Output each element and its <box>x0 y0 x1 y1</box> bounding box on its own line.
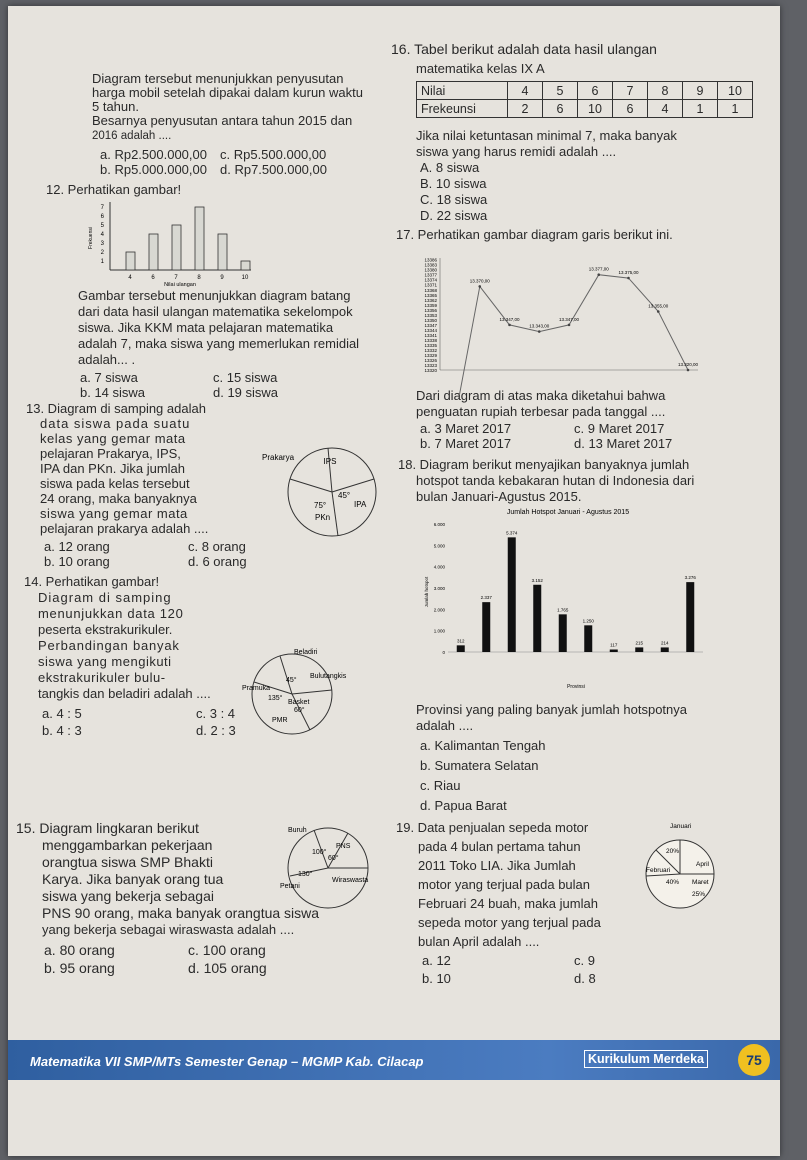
q19-label-april: April <box>696 861 710 868</box>
data-label: 13.347,00 <box>558 316 580 322</box>
q13-line-4: pelajaran Prakarya, IPS, <box>40 446 181 461</box>
q14-line-8: tangkis dan beladiri adalah .... <box>38 686 211 701</box>
data-point <box>568 324 571 327</box>
data-label: 1.250 <box>582 618 594 624</box>
q19-label-maret: Maret <box>692 879 709 886</box>
y-tick-label: 13374 <box>424 277 437 283</box>
q19-line-2: pada 4 bulan pertama tahun <box>418 839 581 854</box>
y-tick-label: 6 <box>100 214 104 220</box>
table-cell: 6 <box>578 82 613 100</box>
bar <box>195 207 204 270</box>
x-tick-label: 10 <box>241 275 249 281</box>
y-axis-label: Frekuensi <box>88 227 94 249</box>
data-label: 1.765 <box>557 607 569 613</box>
y-tick-label: 13338 <box>424 337 437 343</box>
y-tick-label: 13368 <box>424 287 437 293</box>
q11-option-a: a. Rp2.500.000,00 <box>100 147 207 162</box>
data-label: 3.276 <box>684 575 696 581</box>
data-point <box>478 285 481 288</box>
q19-pie-chart <box>644 818 716 922</box>
y-tick-label: 4 <box>100 232 104 238</box>
q15-option-d: d. 105 orang <box>188 960 267 976</box>
q13-label-pkn: PKn <box>315 513 331 522</box>
y-tick-label: 13326 <box>424 357 437 363</box>
q14-option-a: a. 4 : 5 <box>42 706 82 721</box>
y-tick-label: 13347 <box>424 322 437 328</box>
q19-line-6: sepeda motor yang terjual pada <box>418 915 601 930</box>
q14-label-basket: Basket <box>288 699 310 706</box>
q15-option-b: b. 95 orang <box>44 960 115 976</box>
series-line <box>450 275 688 394</box>
q17-option-b: b. 7 Maret 2017 <box>420 436 512 451</box>
q12-line-5: adalah... . <box>78 352 136 367</box>
q16-line-4: siswa yang harus remidi adalah .... <box>416 144 617 159</box>
q12-option-b: b. 14 siswa <box>80 385 146 400</box>
x-axis-label: Provinsi <box>567 684 585 690</box>
table-cell: 10 <box>578 100 613 118</box>
y-tick-label: 1.000 <box>433 628 445 634</box>
q14-angle-45: 45° <box>286 677 297 684</box>
q11-option-c: c. Rp5.500.000,00 <box>220 147 327 162</box>
y-tick-label: 3.000 <box>433 586 445 591</box>
q18-line-1: 18. Diagram berikut menyajikan banyaknya jumlah <box>398 457 690 472</box>
footer-title: Matematika VII SMP/MTs Semester Genap – MGMP Kab. Cilacap <box>30 1054 424 1069</box>
y-tick-label: 13380 <box>424 267 437 273</box>
q18-option-c: c. Riau <box>420 778 461 793</box>
data-label: 13.355,00 <box>648 303 669 309</box>
y-tick-label: 13383 <box>424 262 437 268</box>
data-label: 312 <box>456 638 465 644</box>
y-tick-label: 13344 <box>424 327 437 333</box>
q17-option-d: d. 13 Maret 2017 <box>574 436 673 451</box>
q16-line-1: 16. Tabel berikut adalah data hasil ulangan <box>391 41 657 57</box>
q12-title: 12. Perhatikan gambar! <box>46 182 182 197</box>
q18-option-b: b. Sumatera Selatan <box>420 758 539 773</box>
y-tick-label: 2 <box>100 250 104 256</box>
data-label: 13.377,00 <box>588 266 609 272</box>
q15-line-7: yang bekerja sebagai wiraswasta adalah .... <box>42 922 295 937</box>
q14-line-2: Diagram di samping <box>38 590 172 605</box>
q16-option-c: C. 18 siswa <box>420 192 488 207</box>
bar <box>508 537 516 652</box>
y-tick-label: 13329 <box>424 352 437 358</box>
q11-line-5: 2016 adalah .... <box>92 130 172 142</box>
q14-angle-135: 135° <box>268 695 283 702</box>
y-tick-label: 4.000 <box>433 564 445 570</box>
y-tick-label: 7 <box>100 205 104 211</box>
q15-angle-60: 60° <box>328 855 339 862</box>
q12-option-d: d. 19 siswa <box>213 385 279 400</box>
q15-label-petani: Petani <box>280 883 300 890</box>
q14-label-beladiri: Beladiri <box>294 649 318 656</box>
q12-option-c: c. 15 siswa <box>213 370 278 385</box>
bar <box>218 234 227 270</box>
q13-sector-line <box>290 479 332 492</box>
table-row <box>417 100 753 118</box>
textbook-page <box>8 6 780 1156</box>
q13-label-ipa: IPA <box>354 500 367 509</box>
q13-line-1: 13. Diagram di samping adalah <box>26 401 206 416</box>
q18-bar-chart <box>418 502 708 694</box>
q14-line-5: Perbandingan banyak <box>38 638 180 653</box>
y-tick-label: 13377 <box>424 272 437 278</box>
data-point <box>627 277 630 280</box>
q12-line-3: siswa. Jika KKM mata pelajaran matematika <box>78 320 334 335</box>
q12-option-a: a. 7 siswa <box>80 370 138 385</box>
q13-pie-chart <box>258 432 388 542</box>
q15-option-a: a. 80 orang <box>44 942 115 958</box>
q14-line-6: siswa yang mengikuti <box>38 654 172 669</box>
q13-line-2: data siswa pada suatu <box>40 416 191 431</box>
q14-label-pmr: PMR <box>272 717 288 724</box>
q11-line-1: Diagram tersebut menunjukkan penyusutan <box>92 71 344 86</box>
data-label: 13.347,00 <box>499 316 520 322</box>
q13-line-7: 24 orang, maka banyaknya <box>40 491 197 506</box>
x-tick-label: 9 <box>220 275 224 281</box>
table-cell: 9 <box>683 82 718 100</box>
bar <box>241 261 250 270</box>
q19-label-januari-percent: 20% <box>666 848 680 855</box>
q17-line-1: Dari diagram di atas maka diketahui bahwa <box>416 388 666 403</box>
table-row <box>417 82 753 100</box>
y-tick-label: 3 <box>100 241 104 247</box>
y-tick-label: 13365 <box>424 292 437 298</box>
q16-frequency-table <box>416 81 753 118</box>
bar <box>126 252 135 270</box>
q14-label-pramuka: Pramuka <box>242 685 271 692</box>
table-cell: 1 <box>683 100 718 118</box>
q12-line-1: Gambar tersebut menunjukkan diagram batang <box>78 288 351 303</box>
q15-pie-chart <box>270 820 388 912</box>
q16-line-2: matematika kelas IX A <box>416 61 545 76</box>
q14-sector-line <box>280 656 292 694</box>
y-tick-label: 13356 <box>424 307 437 313</box>
data-label: 13.375,00 <box>618 270 639 276</box>
q14-option-c: c. 3 : 4 <box>196 706 236 721</box>
y-tick-label: 13362 <box>424 297 437 303</box>
data-label: 13.370,00 <box>469 278 490 284</box>
x-tick-label: 4 <box>128 275 132 281</box>
q13-line-5: IPA dan PKn. Jika jumlah <box>40 461 186 476</box>
bar <box>533 585 541 652</box>
q15-label-pns: PNS <box>336 843 351 850</box>
q13-option-c: c. 8 orang <box>188 539 246 554</box>
q17-title: 17. Perhatikan gambar diagram garis berikut ini. <box>396 227 673 242</box>
q17-option-a: a. 3 Maret 2017 <box>420 421 512 436</box>
q15-line-1: 15. Diagram lingkaran berikut <box>16 820 199 836</box>
y-tick-label: 13359 <box>424 302 437 308</box>
y-tick-label: 13353 <box>424 312 437 318</box>
y-tick-label: 13350 <box>424 317 437 323</box>
y-tick-label: 1 <box>100 259 104 265</box>
q19-label-maret-percent: 40% <box>666 879 680 886</box>
y-tick-label: 5.000 <box>433 543 445 549</box>
q13-line-9: pelajaran prakarya adalah .... <box>40 521 209 536</box>
y-tick-label: 0 <box>442 650 445 655</box>
data-point <box>687 369 690 372</box>
table-cell: 4 <box>508 82 543 100</box>
data-label: 5.374 <box>506 530 518 536</box>
q13-option-b: b. 10 orang <box>44 554 110 569</box>
y-tick-label: 6.000 <box>433 522 445 527</box>
y-tick-label: 13386 <box>424 257 437 263</box>
q15-option-c: c. 100 orang <box>188 942 266 958</box>
curriculum-badge: Kurikulum Merdeka <box>584 1050 708 1068</box>
x-tick-label: 6 <box>151 275 155 281</box>
bar <box>457 645 465 652</box>
data-point <box>657 310 660 313</box>
q11-line-2: harga mobil setelah dipakai dalam kurun waktu <box>92 85 363 100</box>
q18-line-3: bulan Januari-Agustus 2015. <box>416 489 582 504</box>
table-cell: 2 <box>508 100 543 118</box>
table-cell: 8 <box>648 82 683 100</box>
q15-line-6: PNS 90 orang, maka banyak orangtua siswa <box>42 905 320 921</box>
table-cell: 7 <box>613 82 648 100</box>
q13-option-d: d. 6 orang <box>188 554 247 569</box>
q13-angle-75: 75° <box>314 501 327 510</box>
q19-line-3: 2011 Toko LIA. Jika Jumlah <box>418 858 576 873</box>
bar <box>686 582 694 652</box>
data-label: 117 <box>610 642 618 648</box>
q12-bar-chart <box>86 198 256 288</box>
q13-line-8: siswa yang gemar mata <box>40 506 188 521</box>
bar <box>172 225 181 270</box>
y-tick-label: 13320 <box>424 368 437 373</box>
q14-sector-line <box>292 690 332 694</box>
y-tick-label: 13335 <box>424 342 437 348</box>
q17-line-2: penguatan rupiah terbesar pada tanggal .... <box>416 404 666 419</box>
y-tick-label: 13332 <box>424 347 437 353</box>
y-tick-label: 13323 <box>424 362 437 368</box>
q18-option-d: d. Papua Barat <box>420 798 507 813</box>
page-number: 75 <box>738 1044 770 1076</box>
bar <box>482 602 490 652</box>
q12-line-2: dari data hasil ulangan matematika sekelompok <box>78 304 353 319</box>
q13-line-3: kelas yang gemar mata <box>40 431 186 446</box>
x-tick-label: 8 <box>197 275 201 281</box>
table-cell: 1 <box>718 100 753 118</box>
table-cell: 5 <box>543 82 578 100</box>
q16-option-d: D. 22 siswa <box>420 208 488 223</box>
q17-line-chart <box>416 242 706 394</box>
q15-label-buruh: Buruh <box>288 827 307 834</box>
q18-line-4: Provinsi yang paling banyak jumlah hotspotnya <box>416 702 688 717</box>
data-label: 3.152 <box>531 577 543 583</box>
bar <box>610 650 618 652</box>
q15-line-2: menggambarkan pekerjaan <box>42 837 213 853</box>
q15-line-5: siswa yang bekerja sebagai <box>42 888 214 904</box>
q15-angle-130: 130° <box>298 871 313 878</box>
bar <box>559 614 567 652</box>
q19-line-5: Februari 24 buah, maka jumlah <box>418 896 598 911</box>
q14-angle-60: 60° <box>294 707 305 714</box>
q19-label-februari: Februari <box>646 867 671 874</box>
x-axis-label: Nilai ulangan <box>164 282 196 288</box>
table-cell: 4 <box>648 100 683 118</box>
q14-option-d: d. 2 : 3 <box>196 723 236 738</box>
bar <box>661 647 669 652</box>
y-axis-label: Jumlah hotspot <box>424 576 429 608</box>
q14-line-3: menunjukkan data 120 <box>38 606 184 621</box>
chart-title: Jumlah Hotspot Januari - Agustus 2015 <box>506 509 630 516</box>
bar <box>149 234 158 270</box>
q19-line-7: bulan April adalah .... <box>418 934 540 949</box>
q11-option-b: b. Rp5.000.000,00 <box>100 162 207 177</box>
data-label: 13.320,00 <box>677 362 699 367</box>
table-cell: 6 <box>543 100 578 118</box>
y-tick-label: 2.000 <box>433 607 445 613</box>
q16-option-a: A. 8 siswa <box>420 160 480 175</box>
bar <box>635 647 643 652</box>
q14-label-bulutangkis: Bulutangkis <box>310 673 347 680</box>
q19-line-4: motor yang terjual pada bulan <box>418 877 591 892</box>
q13-label-ips: IPS <box>323 457 337 466</box>
data-point <box>538 330 541 333</box>
q19-option-a: a. 12 <box>422 953 451 968</box>
q16-line-3: Jika nilai ketuntasan minimal 7, maka banyak <box>416 128 677 143</box>
table-header-nilai: Nilai <box>417 82 508 100</box>
q18-line-2: hotspot tanda kebakaran hutan di Indonesia dari <box>416 473 695 488</box>
q15-sector-line <box>328 833 348 868</box>
q19-option-b: b. 10 <box>422 971 451 986</box>
q15-label-wiraswasta: Wiraswasta <box>332 877 369 884</box>
q19-line-1: 19. Data penjualan sepeda motor <box>396 820 589 835</box>
q19-label-januari: Januari <box>670 823 692 830</box>
q19-option-c: c. 9 <box>574 953 595 968</box>
q11-line-3: 5 tahun. <box>92 99 139 114</box>
q14-line-1: 14. Perhatikan gambar! <box>24 574 160 589</box>
q18-line-5: adalah .... <box>416 718 474 733</box>
table-cell: 6 <box>613 100 648 118</box>
q19-label-april-percent: 25% <box>692 891 706 898</box>
q14-pie-chart <box>240 646 350 738</box>
q19-option-d: d. 8 <box>574 971 596 986</box>
q16-option-b: B. 10 siswa <box>420 176 487 191</box>
q13-label-prakarya: Prakarya <box>262 453 295 462</box>
y-tick-label: 13371 <box>424 282 437 288</box>
data-label: 214 <box>660 640 669 646</box>
data-label: 2.337 <box>480 595 492 601</box>
q12-line-4: adalah 7, maka siswa yang memerlukan remidial <box>78 336 360 351</box>
data-point <box>597 273 600 276</box>
q14-option-b: b. 4 : 3 <box>42 723 82 738</box>
y-tick-label: 13341 <box>424 332 437 338</box>
q14-line-7: ekstrakurikuler bulu- <box>38 670 166 685</box>
bar <box>584 625 592 652</box>
table-header-frekuensi: Frekeunsi <box>417 100 508 118</box>
y-tick-label: 5 <box>100 223 104 229</box>
q13-option-a: a. 12 orang <box>44 539 110 554</box>
q15-line-3: orangtua siswa SMP Bhakti <box>42 854 213 870</box>
q13-sector-line <box>328 448 332 492</box>
data-point <box>508 324 511 327</box>
q13-line-6: siswa pada kelas tersebut <box>40 476 190 491</box>
q15-angle-100: 100° <box>312 849 327 856</box>
q11-line-4: Besarnya penyusutan antara tahun 2015 dan <box>92 113 353 128</box>
page-footer <box>8 1040 780 1080</box>
q11-option-d: d. Rp7.500.000,00 <box>220 162 327 177</box>
q15-line-4: Karya. Jika banyak orang tua <box>42 871 224 887</box>
x-tick-label: 7 <box>174 275 178 281</box>
data-label: 215 <box>635 640 644 646</box>
q18-option-a: a. Kalimantan Tengah <box>420 738 546 753</box>
q17-option-c: c. 9 Maret 2017 <box>574 421 665 436</box>
q13-angle-45: 45° <box>338 491 351 500</box>
table-cell: 10 <box>718 82 753 100</box>
data-label: 13.343,00 <box>529 323 550 329</box>
q14-line-4: peserta ekstrakurikuler. <box>38 622 173 637</box>
